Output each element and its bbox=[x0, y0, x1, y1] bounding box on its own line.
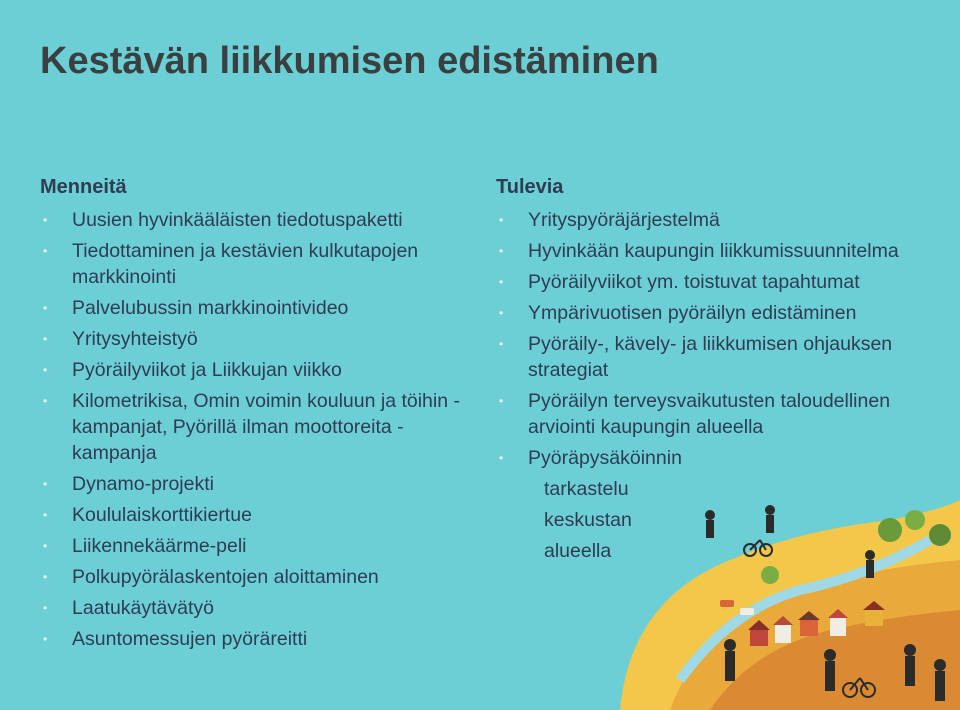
bullet-icon: • bbox=[499, 244, 504, 258]
bullet-icon: • bbox=[499, 394, 504, 408]
city-illustration bbox=[470, 480, 960, 710]
bullet-icon: • bbox=[43, 477, 48, 491]
bullet-icon: • bbox=[43, 539, 48, 553]
list-item-text: tarkastelu bbox=[544, 478, 629, 500]
slide-title: Kestävän liikkumisen edistäminen bbox=[40, 40, 659, 82]
list-item-text: Liikennekäärme-peli bbox=[72, 535, 247, 557]
bullet-icon: • bbox=[499, 451, 504, 465]
list-item-text: Pyöräilyviikot ym. toistuvat tapahtumat bbox=[528, 271, 860, 293]
bullet-icon: • bbox=[43, 632, 48, 646]
list-item-text: Yrityspyöräjärjestelmä bbox=[528, 209, 720, 231]
list-item-text: Pyöräily-, kävely- ja liikkumisen ohjauksen strategiat bbox=[528, 333, 893, 381]
list-item bbox=[496, 207, 936, 233]
list-item bbox=[496, 388, 936, 440]
list-item-text: alueella bbox=[544, 540, 612, 562]
bullet-icon: • bbox=[43, 394, 48, 408]
bullet-icon: • bbox=[43, 508, 48, 522]
list-item bbox=[40, 595, 470, 621]
list-item bbox=[496, 238, 936, 264]
list-item bbox=[40, 357, 470, 383]
bullet-icon: • bbox=[499, 213, 504, 227]
past-column bbox=[40, 175, 470, 657]
bullet-icon: • bbox=[43, 244, 48, 258]
past-heading: Menneitä bbox=[40, 176, 127, 198]
list-item-text: Kilometrikisa, Omin voimin kouluun ja töihin -kampanjat, Pyörillä ilman moottoreita -kampanja bbox=[72, 390, 460, 464]
list-item bbox=[496, 331, 936, 383]
list-item-text: Polkupyörälaskentojen aloittaminen bbox=[72, 566, 379, 588]
list-item bbox=[40, 533, 470, 559]
list-item bbox=[40, 626, 470, 652]
list-item bbox=[496, 269, 936, 295]
list-item bbox=[40, 207, 470, 233]
list-item-text: Yritysyhteistyö bbox=[72, 328, 198, 350]
list-item bbox=[40, 564, 470, 590]
list-item-text: Palvelubussin markkinointivideo bbox=[72, 297, 349, 319]
list-item-text: Ympärivuotisen pyöräilyn edistäminen bbox=[528, 302, 857, 324]
list-item bbox=[40, 471, 470, 497]
list-item-text: Pyöräilyn terveysvaikutusten taloudellinen arviointi kaupungin alueella bbox=[528, 390, 891, 438]
list-item-text: Koululaiskorttikiertue bbox=[72, 504, 252, 526]
bullet-icon: • bbox=[499, 275, 504, 289]
list-item-text: Laatukäytävätyö bbox=[72, 597, 215, 619]
bullet-icon: • bbox=[43, 213, 48, 227]
list-item-text: Tiedottaminen ja kestävien kulkutapojen markkinointi bbox=[72, 240, 419, 288]
bullet-icon: • bbox=[499, 337, 504, 351]
bullet-icon: • bbox=[43, 363, 48, 377]
list-item bbox=[40, 388, 470, 466]
list-item bbox=[40, 326, 470, 352]
list-item-text: Pyöräilyviikot ja Liikkujan viikko bbox=[72, 359, 342, 381]
list-item bbox=[40, 238, 470, 290]
list-item-text: Asuntomessujen pyöräreitti bbox=[72, 628, 308, 650]
list-item-text: Pyöräpysäköinnin bbox=[528, 447, 682, 469]
bullet-icon: • bbox=[43, 570, 48, 584]
bullet-icon: • bbox=[43, 332, 48, 346]
past-list bbox=[40, 207, 470, 652]
list-item bbox=[496, 445, 936, 471]
bullet-icon: • bbox=[43, 301, 48, 315]
list-item bbox=[40, 295, 470, 321]
bullet-icon: • bbox=[499, 306, 504, 320]
future-heading: Tulevia bbox=[496, 176, 564, 198]
list-item bbox=[496, 300, 936, 326]
list-item-text: Dynamo-projekti bbox=[72, 473, 214, 495]
bullet-icon: • bbox=[43, 601, 48, 615]
list-item-text: keskustan bbox=[544, 509, 632, 531]
list-item-text: Uusien hyvinkääläisten tiedotuspaketti bbox=[72, 209, 403, 231]
list-item bbox=[40, 502, 470, 528]
list-item-text: Hyvinkään kaupungin liikkumissuunnitelma bbox=[528, 240, 899, 262]
